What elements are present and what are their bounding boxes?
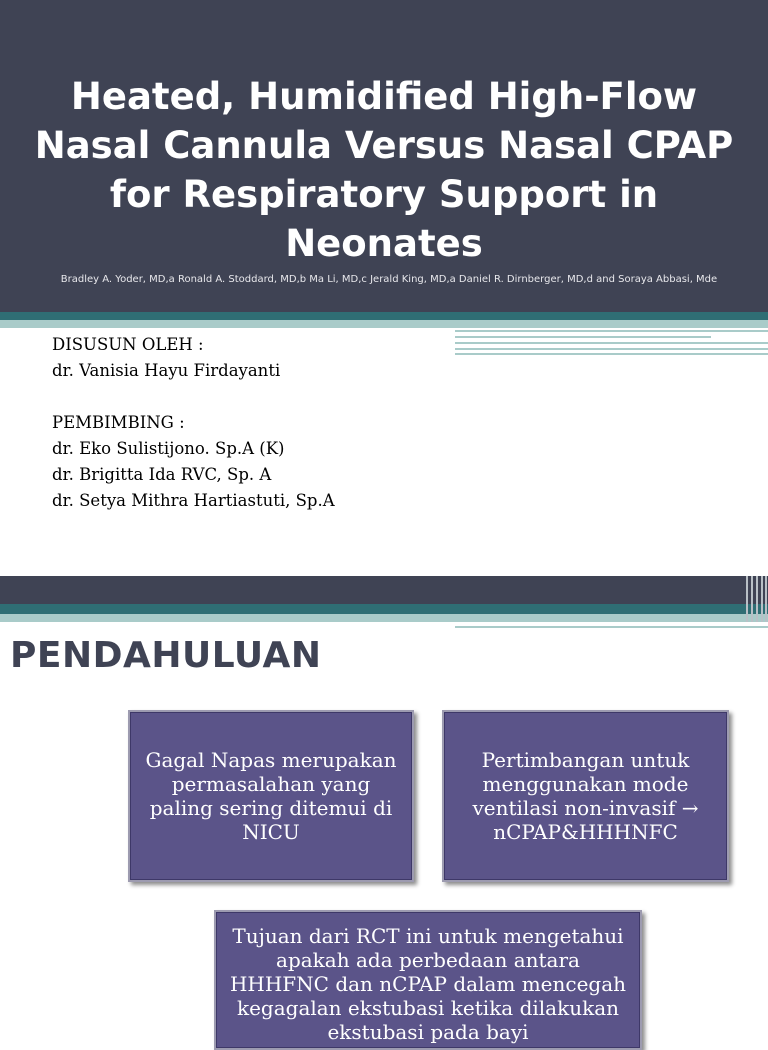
dark-header-band — [0, 576, 768, 604]
box-text: Pertimbangan untuk menggunakan mode ventilasi non-invasif → nCPAP&HHHNFC — [472, 748, 699, 844]
advisor-name: dr. Setya Mithra Hartiastuti, Sp.A — [52, 491, 335, 510]
box-text: Tujuan dari RCT ini untuk mengetahui apakah ada perbedaan antara HHHFNC dan nCPAP dalam mencegah kegagalan ekstubasi ketika dilakukan ekstubasi pada bayi — [229, 924, 627, 1044]
decorative-vertical-lines — [742, 576, 768, 622]
advisors-label: PEMBIMBING : — [52, 413, 185, 432]
title-header-band — [0, 0, 768, 312]
respiratory-failure-box — [128, 710, 414, 882]
decorative-lines — [455, 616, 768, 630]
introduction-slide — [0, 576, 768, 1044]
advisor-name: dr. Brigitta Ida RVC, Sp. A — [52, 465, 272, 484]
study-aim-box — [214, 910, 642, 1050]
box-text: Gagal Napas merupakan permasalahan yang paling sering ditemui di NICU — [145, 748, 397, 844]
compiled-by-label: DISUSUN OLEH : — [52, 335, 204, 354]
credits-block — [52, 332, 732, 514]
author-list: Bradley A. Yoder, MD,a Ronald A. Stoddard, MD,b Ma Li, MD,c Jerald King, MD,a Daniel R. Dirnberger, MD,d and Soraya Abbasi, Mde — [60, 274, 718, 285]
slide-title: Heated, Humidified High-Flow Nasal Cannula Versus Nasal CPAP for Respiratory Support in Neonates — [34, 75, 734, 265]
compiled-by-name: dr. Vanisia Hayu Firdayanti — [52, 361, 281, 380]
ventilation-mode-box — [442, 710, 729, 882]
advisor-name: dr. Eko Sulistijono. Sp.A (K) — [52, 439, 285, 458]
section-heading: PENDAHULUAN — [10, 635, 322, 676]
spacer — [52, 384, 732, 410]
